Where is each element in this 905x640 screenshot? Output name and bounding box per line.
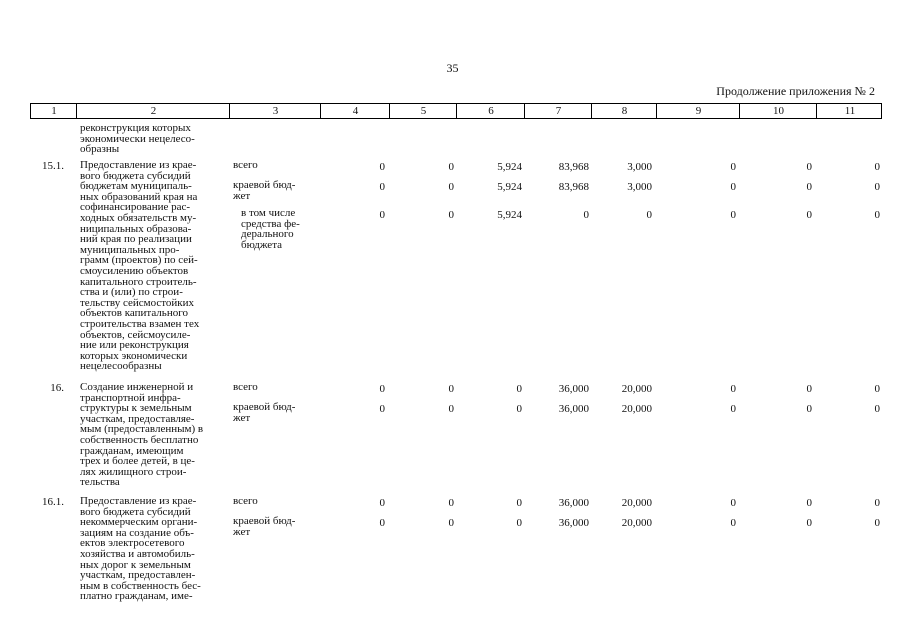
row-description-line: ниципальных образова- [80, 222, 192, 235]
funding-source-label: жет [233, 525, 251, 538]
value-cell: 0 [516, 497, 522, 509]
column-header-5: 5 [420, 105, 427, 117]
row-description-line: лях жилищного строи- [80, 465, 187, 478]
row-description-line: ний края по реализации [80, 233, 192, 246]
value-cell: 0 [730, 403, 736, 415]
value-cell: 83,968 [558, 181, 589, 193]
funding-source-label: средства фе- [241, 217, 300, 230]
carry-over-text-line: реконструкция которых [80, 122, 191, 134]
value-cell: 0 [806, 161, 812, 173]
page-number: 35 [446, 61, 459, 75]
row-description-line: объектов капитального [80, 307, 188, 320]
value-cell: 0 [516, 383, 522, 395]
row-description-line: ние или реконструкция [80, 339, 189, 352]
funding-source-label: дерального [241, 228, 294, 241]
row-number: 16.1. [42, 496, 64, 508]
row-description-line: софинансирование рас- [80, 201, 191, 214]
value-cell: 83,968 [558, 161, 589, 173]
row-description-line: смоусилению объектов [80, 265, 189, 277]
value-cell: 0 [874, 209, 880, 221]
value-cell: 0 [874, 181, 880, 193]
value-cell: 0 [730, 209, 736, 221]
value-cell: 5,924 [497, 209, 522, 221]
value-cell: 0 [448, 403, 454, 415]
value-cell: 36,000 [558, 403, 589, 415]
row-description-line: нецелесообразны [80, 360, 162, 373]
row-description-line: ных дорог к земельным [80, 558, 191, 571]
row-description-line: зациям на создание объ- [80, 526, 194, 539]
funding-source-label: в том числе [241, 207, 296, 219]
column-header-2: 2 [150, 105, 157, 117]
funding-source-label: краевой бюд- [233, 515, 296, 527]
column-header-10: 10 [773, 105, 784, 117]
value-cell: 36,000 [558, 497, 589, 509]
value-cell: 5,924 [497, 181, 522, 193]
row-description-line: участкам, предоставлен- [80, 569, 196, 582]
value-cell: 0 [583, 209, 589, 221]
funding-source-label: краевой бюд- [233, 401, 296, 413]
column-header-8: 8 [621, 105, 628, 117]
value-cell: 0 [379, 497, 385, 509]
funding-source-label: жет [233, 411, 251, 424]
continuation-title: Продолжение приложения № 2 [716, 84, 875, 98]
row-description-line: ных образований края на [80, 190, 198, 203]
column-header-1: 1 [51, 105, 57, 117]
row-description-line: некоммерческим органи- [80, 516, 198, 529]
value-cell: 0 [379, 209, 385, 221]
value-cell: 0 [448, 497, 454, 509]
value-cell: 0 [448, 383, 454, 395]
value-cell: 0 [448, 161, 454, 173]
value-cell: 0 [379, 161, 385, 173]
value-cell: 3,000 [627, 161, 652, 173]
value-cell: 0 [379, 403, 385, 415]
row-description-line: гражданам, имеющим [80, 444, 184, 457]
value-cell: 0 [806, 383, 812, 395]
row-description-line: структуры к земельным [80, 402, 192, 415]
funding-source-label: жет [233, 189, 251, 202]
carry-over-text-line: экономически нецелесо- [80, 132, 195, 145]
value-cell: 0 [379, 181, 385, 193]
row-description-line: ектов электросетевого [80, 537, 185, 550]
value-cell: 0 [646, 209, 652, 221]
column-header-9: 9 [695, 105, 702, 117]
funding-source-label: краевой бюд- [233, 179, 296, 191]
row-description-line: тельства [80, 476, 120, 489]
value-cell: 20,000 [621, 497, 652, 509]
row-description-line: вого бюджета субсидий [80, 169, 191, 182]
funding-source-label: всего [233, 495, 258, 507]
row-description-line: которых экономически [80, 349, 188, 362]
carry-over-text-line: образны [80, 143, 120, 156]
column-header-6: 6 [488, 105, 494, 117]
row-description-line: тельству сейсмостойких [80, 296, 195, 309]
value-cell: 0 [730, 517, 736, 529]
row-description-line: Создание инженерной и [80, 381, 194, 393]
column-header-7: 7 [555, 105, 562, 117]
column-header-11: 11 [844, 105, 856, 117]
funding-source-label: бюджета [241, 238, 283, 251]
row-description-line: трех и более детей, в це- [80, 455, 195, 468]
value-cell: 0 [806, 181, 812, 193]
row-number: 16. [50, 382, 64, 394]
value-cell: 0 [806, 497, 812, 509]
row-description-line: участкам, предоставляе- [80, 412, 195, 425]
value-cell: 0 [874, 497, 880, 509]
value-cell: 3,000 [627, 181, 652, 193]
value-cell: 0 [516, 403, 522, 415]
value-cell: 0 [448, 181, 454, 193]
value-cell: 0 [516, 517, 522, 529]
value-cell: 36,000 [558, 517, 589, 529]
value-cell: 0 [448, 209, 454, 221]
value-cell: 20,000 [621, 383, 652, 395]
funding-source-label: всего [233, 381, 258, 393]
row-description-line: строительства взамен тех [80, 318, 200, 330]
value-cell: 0 [730, 383, 736, 395]
funding-source-label: всего [233, 159, 258, 171]
row-number: 15.1. [42, 160, 64, 172]
row-description-line: платно гражданам, име- [80, 590, 193, 603]
value-cell: 0 [448, 517, 454, 529]
row-description-line: Предоставление из крае- [80, 159, 197, 171]
value-cell: 0 [874, 403, 880, 415]
row-description-line: мым (предоставленным) в [80, 423, 204, 436]
value-cell: 0 [874, 161, 880, 173]
row-description-line: ходных обязательств му- [80, 212, 197, 224]
value-cell: 0 [730, 181, 736, 193]
column-header-row [30, 103, 882, 119]
value-cell: 0 [806, 403, 812, 415]
row-description-line: капитального строитель- [80, 275, 197, 288]
value-cell: 0 [874, 383, 880, 395]
column-header-4: 4 [352, 105, 359, 117]
value-cell: 0 [806, 209, 812, 221]
row-description-line: бюджетам муниципаль- [80, 180, 192, 193]
row-description-line: вого бюджета субсидий [80, 505, 191, 518]
value-cell: 0 [379, 383, 385, 395]
row-description-line: муниципальных про- [80, 243, 180, 256]
row-description-line: ства и (или) по строи- [80, 286, 183, 299]
row-description-line: транспортной инфра- [80, 391, 181, 404]
value-cell: 0 [874, 517, 880, 529]
value-cell: 0 [806, 517, 812, 529]
row-description-line: собственность бесплатно [80, 434, 199, 446]
row-description-line: Предоставление из крае- [80, 495, 197, 507]
value-cell: 0 [730, 161, 736, 173]
column-header-3: 3 [272, 105, 279, 117]
row-description-line: объектов, сейсмоусиле- [80, 328, 191, 341]
value-cell: 36,000 [558, 383, 589, 395]
row-description-line: ным в собственность бес- [80, 579, 201, 592]
value-cell: 0 [379, 517, 385, 529]
row-description-line: хозяйства и автомобиль- [80, 548, 195, 560]
value-cell: 20,000 [621, 403, 652, 415]
row-description-line: грамм (проектов) по сей- [80, 254, 198, 267]
value-cell: 20,000 [621, 517, 652, 529]
value-cell: 5,924 [497, 161, 522, 173]
value-cell: 0 [730, 497, 736, 509]
